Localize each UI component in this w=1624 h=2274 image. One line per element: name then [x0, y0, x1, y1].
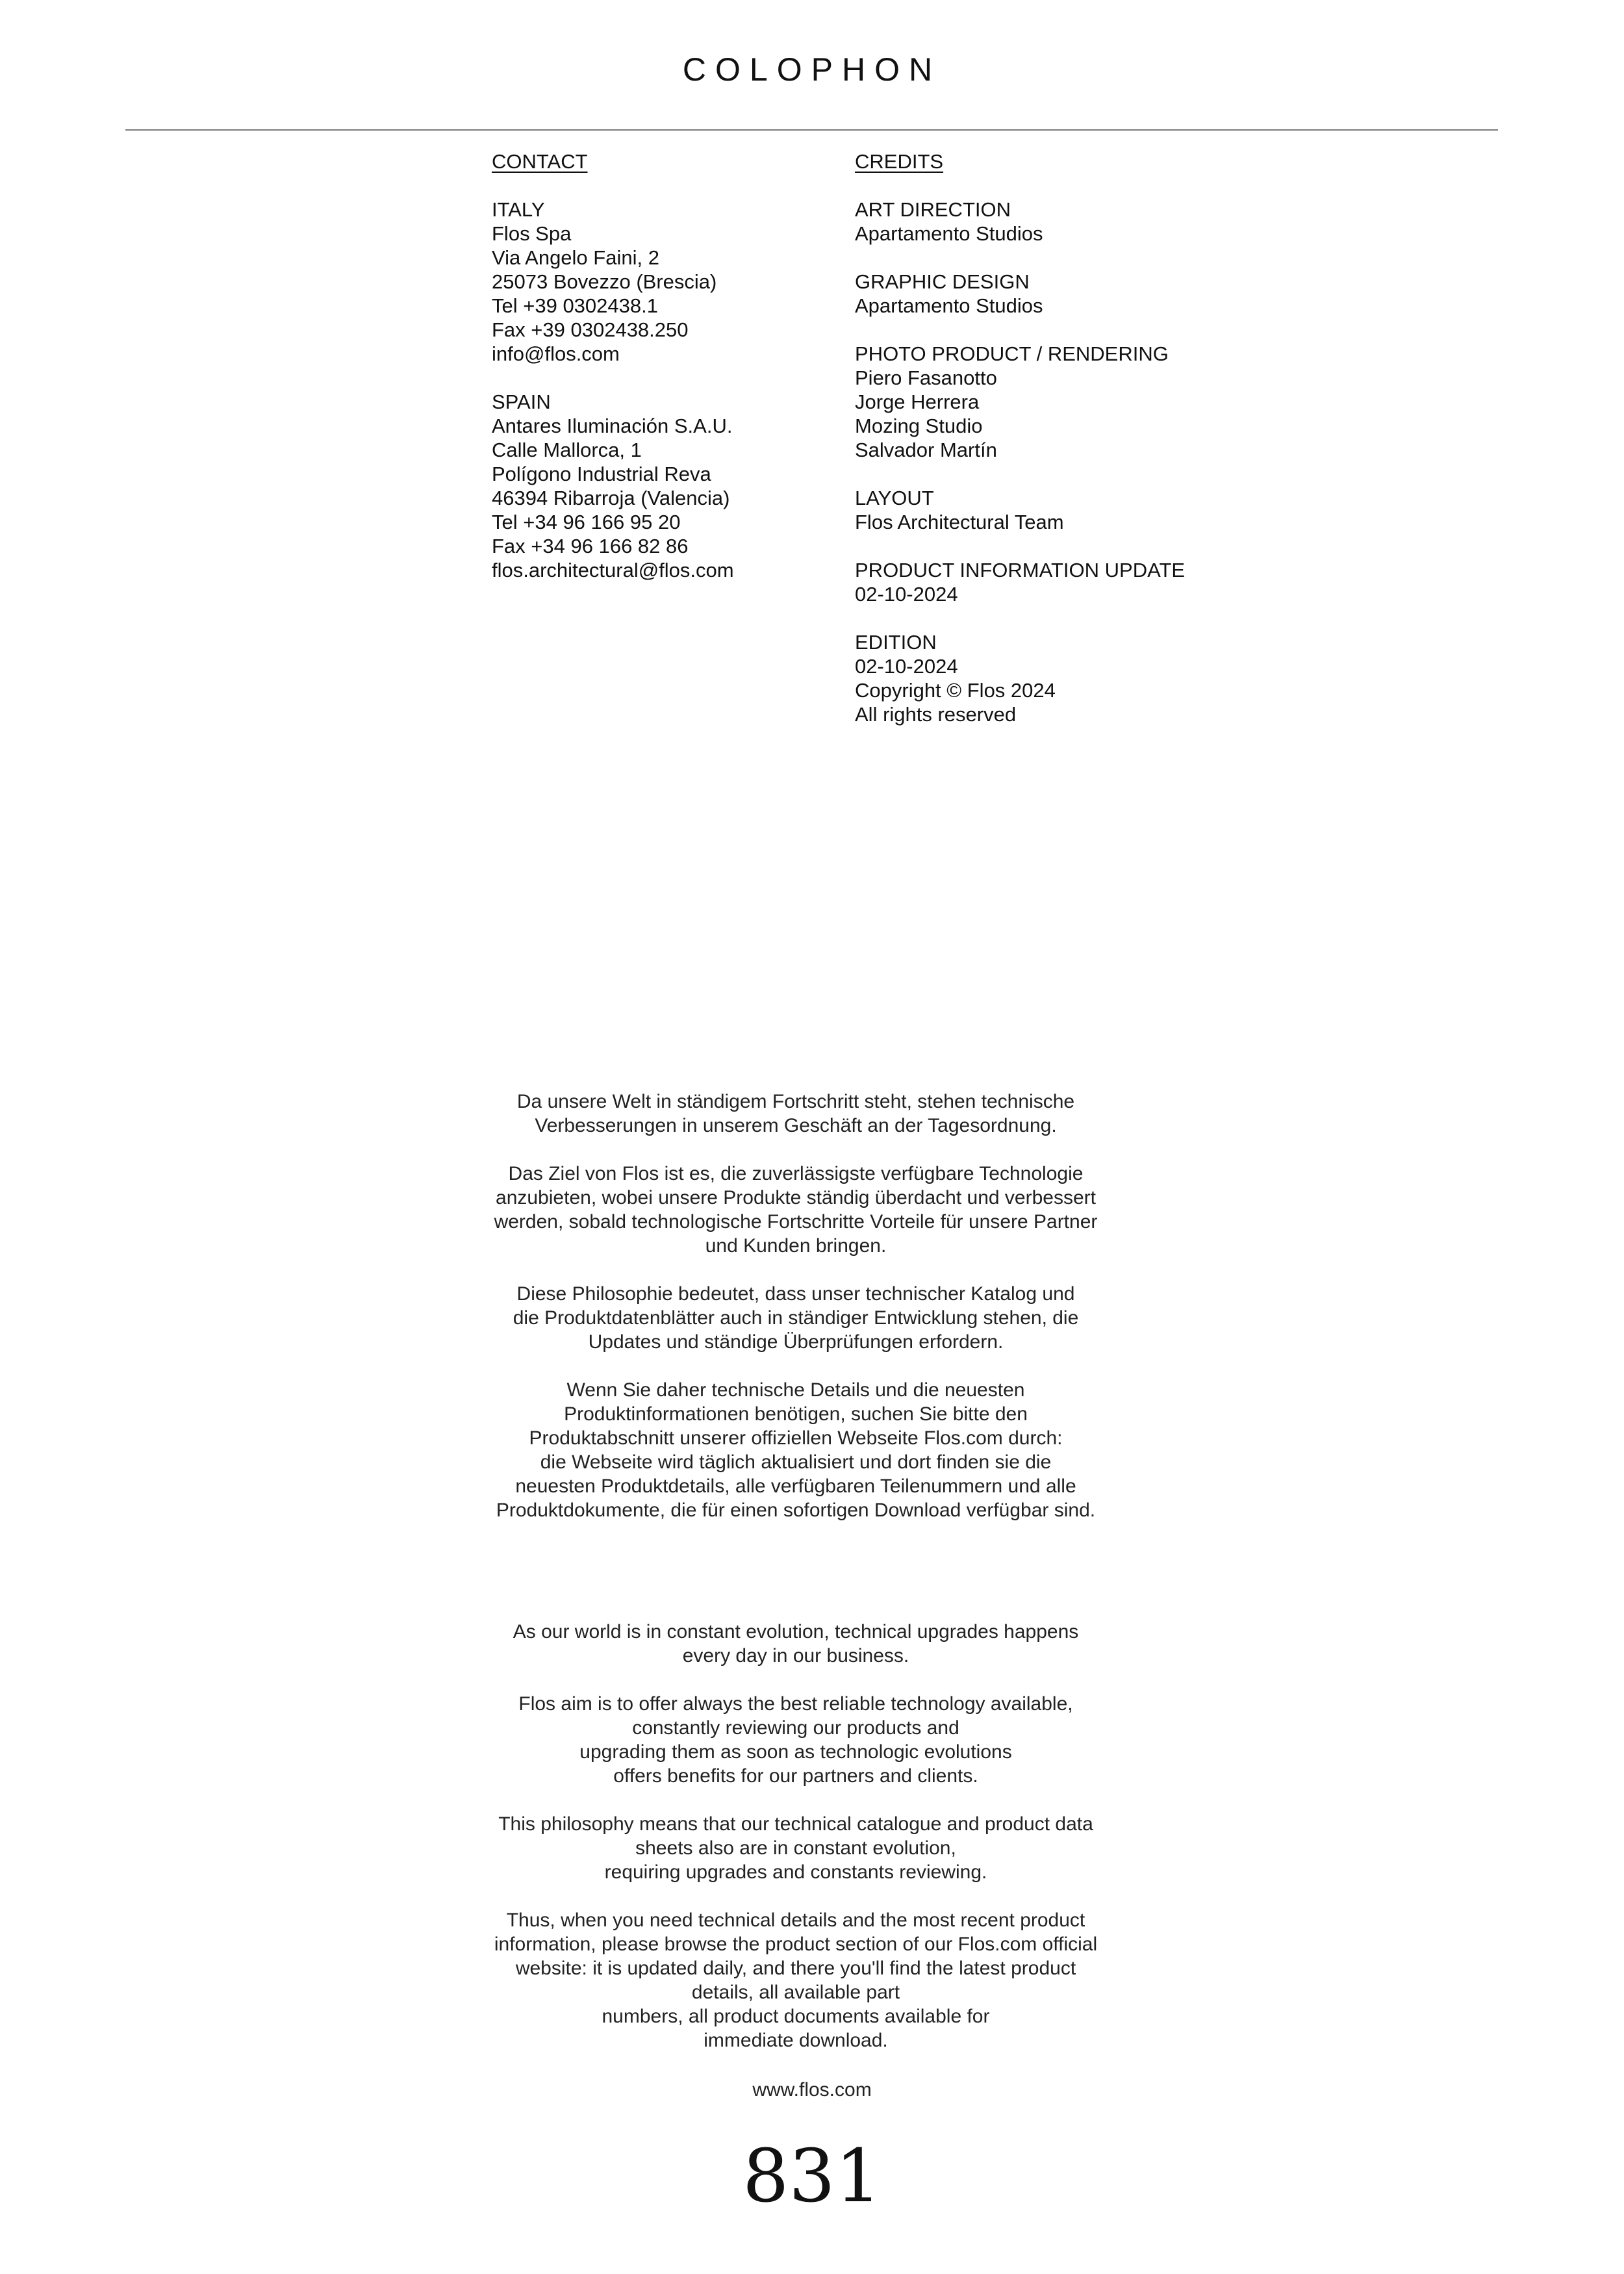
notice-line: und Kunden bringen. — [705, 1235, 887, 1257]
notice-line: Verbesserungen in unserem Geschäft an der Tagesordnung. — [535, 1115, 1057, 1136]
email-address: info@flos.com — [492, 342, 620, 365]
notice-line: die Webseite wird täglich aktualisiert und dort finden sie die — [540, 1451, 1052, 1473]
notice-line: Flos aim is to offer always the best reliable technology available, — [518, 1693, 1073, 1715]
contact-spain — [492, 390, 843, 582]
notice-line: Thus, when you need technical details and the most recent product — [506, 1910, 1085, 1931]
notice-german — [455, 1090, 1137, 1546]
company-name: Flos Spa — [492, 222, 572, 245]
notice-line: Das Ziel von Flos ist es, die zuverlässigste verfügbare Technologie — [508, 1163, 1084, 1184]
credit-name: Apartamento Studios — [855, 222, 1043, 245]
credit-layout — [855, 486, 1310, 534]
credit-label: PRODUCT INFORMATION UPDATE — [855, 559, 1186, 581]
notice-paragraph — [455, 1378, 1137, 1522]
company-name: Antares Iluminación S.A.U. — [492, 415, 733, 437]
phone-number: Tel +39 0302438.1 — [492, 294, 658, 317]
credit-name: Flos Architectural Team — [855, 511, 1064, 533]
city-address: 46394 Ribarroja (Valencia) — [492, 487, 730, 509]
notice-line: neuesten Produktdetails, alle verfügbaren Teilenummern und alle — [515, 1476, 1076, 1497]
notice-line: Produktinformationen benötigen, suchen Sie bitte den — [564, 1403, 1028, 1425]
notice-paragraph — [455, 1812, 1137, 1884]
notice-line: Diese Philosophie bedeutet, dass unser technischer Katalog und — [516, 1283, 1075, 1305]
notice-paragraph — [455, 1620, 1137, 1668]
country-label: SPAIN — [492, 390, 551, 413]
notice-line: As our world is in constant evolution, technical upgrades happens — [513, 1621, 1079, 1642]
credit-label: LAYOUT — [855, 487, 934, 509]
notice-line: details, all available part — [691, 1982, 900, 2003]
notice-line: website: it is updated daily, and there you'll find the latest product — [515, 1958, 1076, 1979]
credit-graphic-design — [855, 270, 1310, 318]
copyright-text: Copyright © Flos 2024 — [855, 679, 1056, 702]
credit-photo — [855, 342, 1310, 462]
notice-paragraph — [455, 1162, 1137, 1258]
notice-line: constantly reviewing our products and — [632, 1717, 959, 1739]
credit-label: PHOTO PRODUCT / RENDERING — [855, 342, 1169, 365]
notice-line: Produktabschnitt unserer offiziellen Webseite Flos.com durch: — [529, 1427, 1063, 1449]
notice-line: information, please browse the product section of our Flos.com official — [494, 1934, 1098, 1955]
credit-label: EDITION — [855, 631, 937, 654]
notice-line: Wenn Sie daher technische Details und die neuesten — [566, 1379, 1025, 1401]
title-divider — [125, 129, 1498, 131]
credit-product-info — [855, 558, 1310, 606]
notice-line: upgrading them as soon as technologic evolutions — [579, 1741, 1012, 1763]
notice-english — [455, 1620, 1137, 2076]
notice-paragraph — [455, 1282, 1137, 1354]
credit-name: Apartamento Studios — [855, 294, 1043, 317]
notice-line: anzubieten, wobei unsere Produkte ständig überdacht und verbessert — [496, 1187, 1096, 1208]
email-address: flos.architectural@flos.com — [492, 559, 734, 581]
page-number: 831 — [742, 2134, 882, 2219]
notice-line: numbers, all product documents available for — [602, 2006, 990, 2027]
notice-line: immediate download. — [704, 2030, 888, 2051]
credit-name: Jorge Herrera — [855, 390, 980, 413]
credit-edition — [855, 630, 1310, 726]
area-address: Polígono Industrial Reva — [492, 463, 711, 485]
credit-name: Salvador Martín — [855, 439, 997, 461]
credit-name: Mozing Studio — [855, 415, 983, 437]
street-address: Via Angelo Faini, 2 — [492, 246, 659, 269]
notice-line: sheets also are in constant evolution, — [635, 1837, 956, 1859]
phone-number: Tel +34 96 166 95 20 — [492, 511, 681, 533]
fax-number: Fax +39 0302438.250 — [492, 318, 689, 341]
page-title: COLOPHON — [682, 51, 942, 88]
credits-column — [855, 149, 1310, 750]
credit-art-direction — [855, 198, 1310, 246]
notice-line: This philosophy means that our technical catalogue and product data — [498, 1813, 1093, 1835]
notice-line: Produktdokumente, die für einen sofortigen Download verfügbar sind. — [496, 1500, 1096, 1521]
notice-line: Updates und ständige Überprüfungen erfordern. — [588, 1331, 1004, 1353]
notice-line: Da unsere Welt in ständigem Fortschritt steht, stehen technische — [516, 1091, 1075, 1112]
country-label: ITALY — [492, 198, 545, 221]
fax-number: Fax +34 96 166 82 86 — [492, 535, 689, 557]
credit-date: 02-10-2024 — [855, 583, 958, 606]
contact-heading: CONTACT — [492, 150, 588, 173]
notice-paragraph — [455, 1090, 1137, 1138]
credits-heading: CREDITS — [855, 150, 944, 173]
credit-label: GRAPHIC DESIGN — [855, 270, 1030, 293]
website-url: www.flos.com — [752, 2079, 872, 2101]
credit-name: Piero Fasanotto — [855, 366, 997, 389]
credit-date: 02-10-2024 — [855, 655, 958, 678]
credit-label: ART DIRECTION — [855, 198, 1011, 221]
notice-line: requiring upgrades and constants reviewing. — [604, 1861, 987, 1883]
street-address: Calle Mallorca, 1 — [492, 439, 642, 461]
city-address: 25073 Bovezzo (Brescia) — [492, 270, 717, 293]
notice-line: every day in our business. — [682, 1645, 909, 1667]
contact-column — [492, 149, 843, 606]
notice-paragraph — [455, 1692, 1137, 1788]
notice-paragraph — [455, 1908, 1137, 2052]
notice-line: werden, sobald technologische Fortschritte Vorteile für unsere Partner — [494, 1211, 1098, 1233]
contact-italy — [492, 198, 843, 366]
notice-line: offers benefits for our partners and clients. — [613, 1765, 978, 1787]
notice-line: die Produktdatenblätter auch in ständiger Entwicklung stehen, die — [513, 1307, 1079, 1329]
rights-text: All rights reserved — [855, 703, 1017, 726]
